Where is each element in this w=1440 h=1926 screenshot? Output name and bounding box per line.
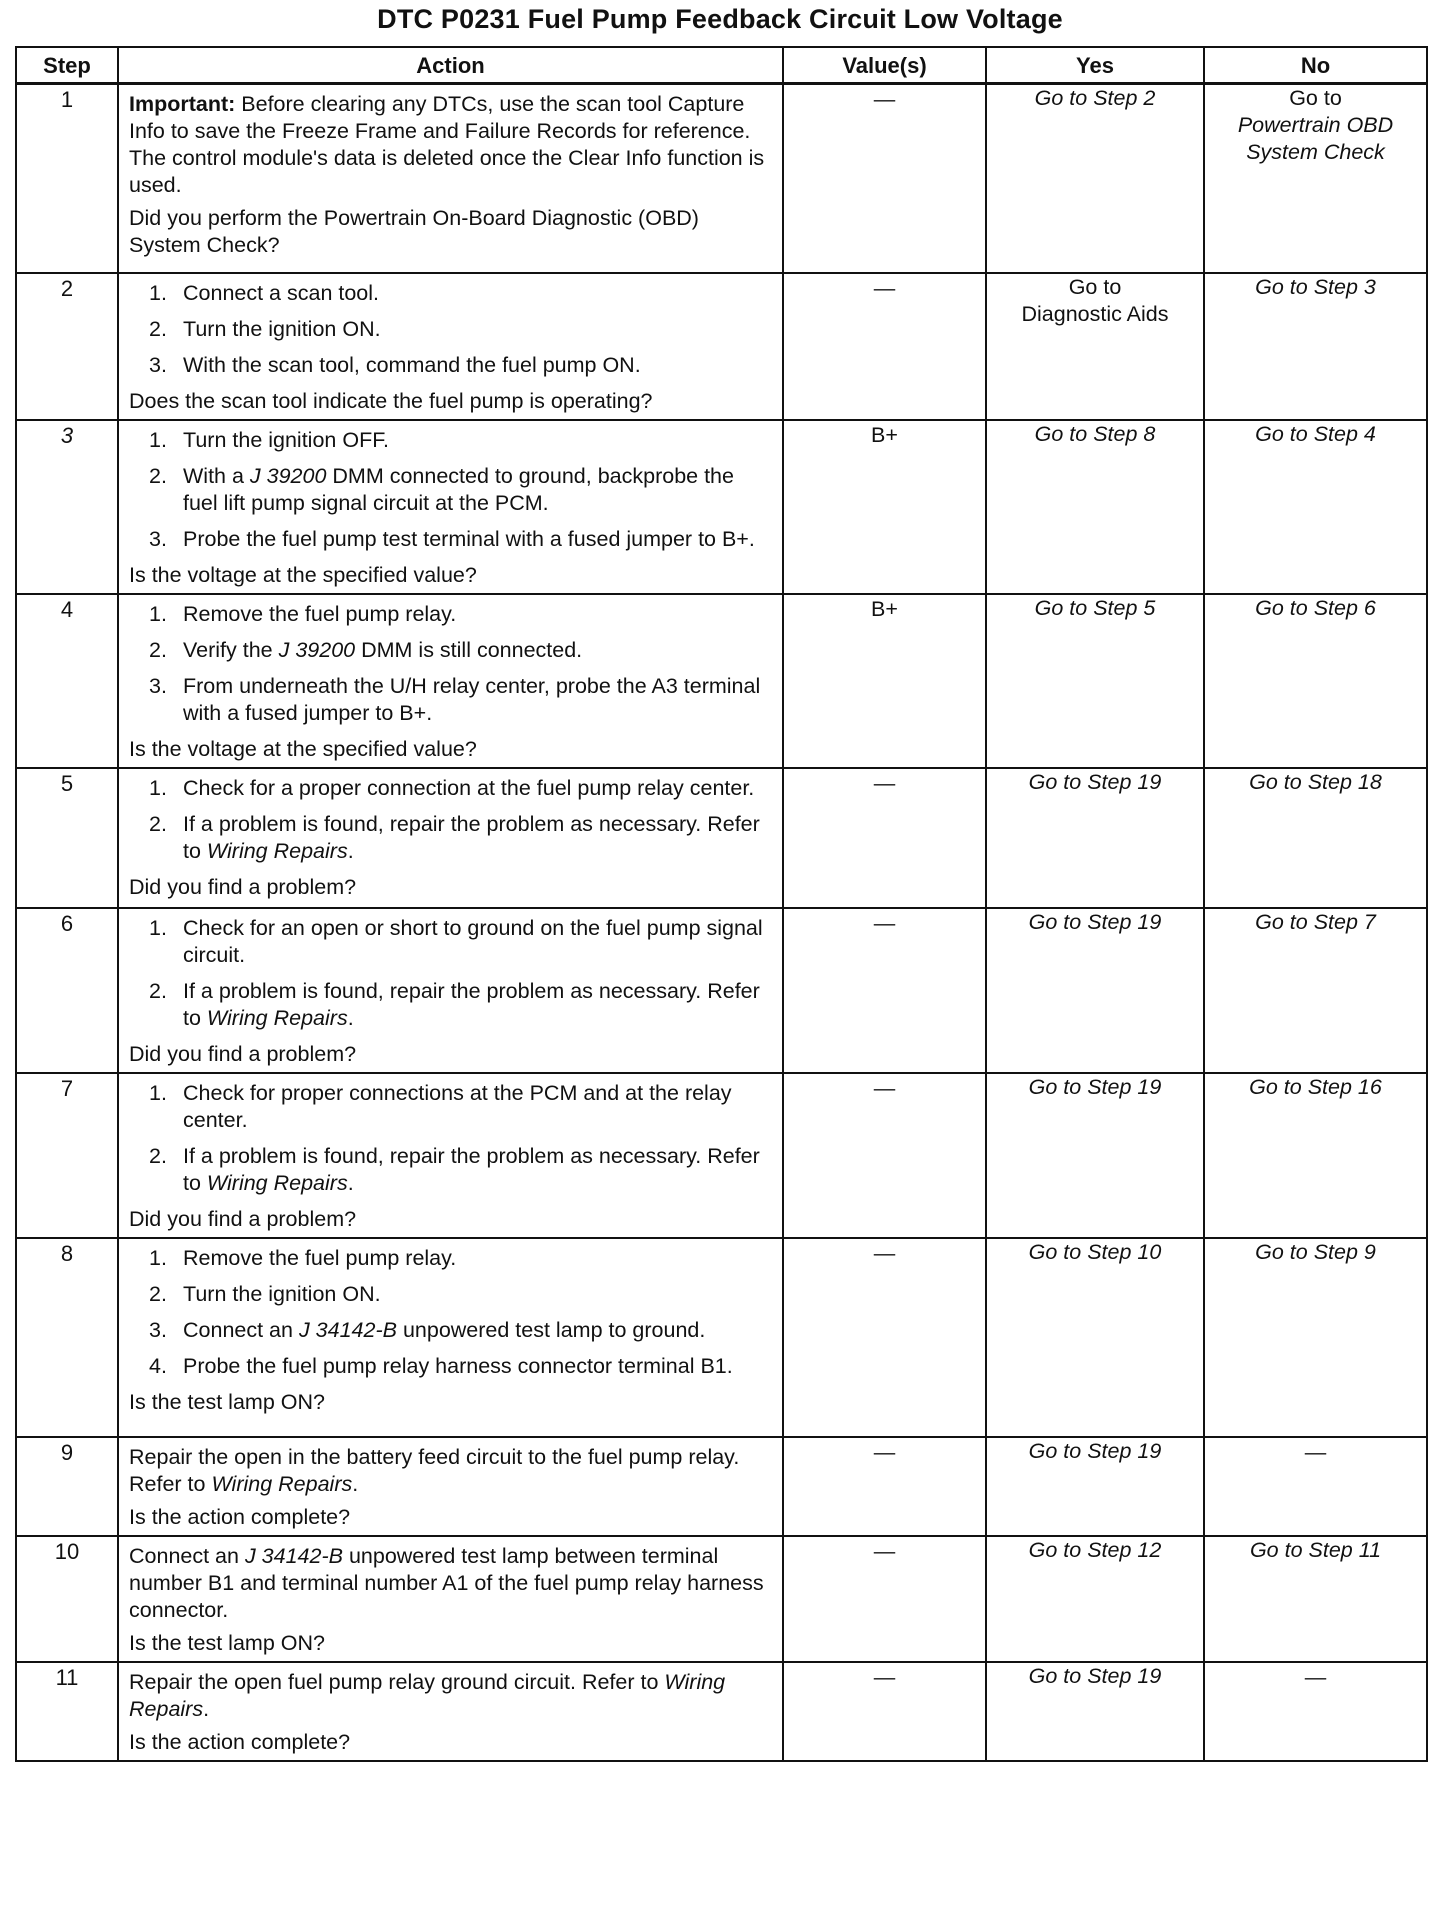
table-row xyxy=(16,768,1427,908)
table-row xyxy=(16,1238,1427,1437)
yes-cell: Go to Step 19 xyxy=(986,1437,1204,1536)
question: Did you perform the Powertrain On-Board Diagnostic (OBD) System Check? xyxy=(129,206,699,257)
yes-cell: Go to Step 2 xyxy=(986,84,1204,273)
list-item: 3. Connect an J 34142-B unpowered test lamp to ground. xyxy=(149,1317,706,1342)
list-item: 2. If a problem is found, repair the problem as necessary. Refer to Wiring Repairs. xyxy=(149,1143,760,1195)
yes-cell: Go to Step 10 xyxy=(986,1238,1204,1437)
step-number: 4 xyxy=(16,594,118,768)
no-cell: — xyxy=(1204,1662,1427,1761)
no-cell xyxy=(1204,84,1427,273)
page-title: DTC P0231 Fuel Pump Feedback Circuit Low Voltage xyxy=(377,4,1063,34)
list-item: 2. If a problem is found, repair the problem as necessary. Refer to Wiring Repairs. xyxy=(149,811,760,863)
header-row xyxy=(16,47,1427,84)
list-item: 3. Probe the fuel pump test terminal with a fused jumper to B+. xyxy=(149,526,755,551)
no-cell: Go to Step 18 xyxy=(1204,768,1427,908)
list-item: 1. Check for an open or short to ground on the fuel pump signal circuit. xyxy=(149,915,763,967)
list-item: 1. Connect a scan tool. xyxy=(149,280,380,305)
action-text: Repair the open fuel pump relay ground circuit. Refer to Wiring Repairs. xyxy=(129,1669,726,1721)
no-cell: — xyxy=(1204,1437,1427,1536)
list-item: 1. Remove the fuel pump relay. xyxy=(149,1245,457,1270)
list-item: 2. Turn the ignition ON. xyxy=(149,1281,381,1306)
header-no: No xyxy=(1204,47,1427,84)
list-item: 1. Remove the fuel pump relay. xyxy=(149,601,457,626)
question: Is the test lamp ON? xyxy=(129,1389,325,1414)
question: Does the scan tool indicate the fuel pump is operating? xyxy=(129,388,653,413)
list-item: 2. Verify the J 39200 DMM is still connected. xyxy=(149,637,583,662)
yes-cell: Go to Step 19 xyxy=(986,908,1204,1073)
header-step: Step xyxy=(16,47,118,84)
no-cell: Go to Step 16 xyxy=(1204,1073,1427,1238)
question: Is the voltage at the specified value? xyxy=(129,562,477,587)
value-cell: — xyxy=(783,1437,986,1536)
table-row xyxy=(16,1662,1427,1761)
action-cell xyxy=(118,1536,783,1662)
table-row xyxy=(16,420,1427,594)
yes-cell: Go to Step 8 xyxy=(986,420,1204,594)
action-text: Connect an J 34142-B unpowered test lamp between terminal number B1 and terminal number A1 of the fuel pump relay harness connector. xyxy=(129,1543,764,1622)
important-text: Before clearing any DTCs, use the scan tool Capture Info to save the Freeze Frame and Failure Records for reference. The control module's data is deleted once the Clear Info function is used. xyxy=(129,92,765,197)
value-cell: — xyxy=(783,908,986,1073)
value-cell: — xyxy=(783,1073,986,1238)
table-row xyxy=(16,1536,1427,1662)
question: Is the test lamp ON? xyxy=(129,1630,325,1655)
no-goto-label: Go to xyxy=(1289,86,1342,110)
action-cell xyxy=(118,1437,783,1536)
step-number: 11 xyxy=(16,1662,118,1761)
list-item: 2. If a problem is found, repair the problem as necessary. Refer to Wiring Repairs. xyxy=(149,978,760,1030)
value-cell: B+ xyxy=(783,420,986,594)
list-item: 3. With the scan tool, command the fuel pump ON. xyxy=(149,352,641,377)
step-number: 9 xyxy=(16,1437,118,1536)
list-item: 1. Check for proper connections at the PCM and at the relay center. xyxy=(149,1080,732,1132)
value-cell: — xyxy=(783,273,986,420)
table-row xyxy=(16,273,1427,420)
action-cell xyxy=(118,594,783,768)
value-cell: — xyxy=(783,84,986,273)
yes-cell: Go to Step 19 xyxy=(986,1662,1204,1761)
action-text: Repair the open in the battery feed circuit to the fuel pump relay. Refer to Wiring Repairs. xyxy=(129,1444,740,1496)
step-number: 6 xyxy=(16,908,118,1073)
step-number: 5 xyxy=(16,768,118,908)
important-label: Important: xyxy=(129,92,236,116)
value-cell: B+ xyxy=(783,594,986,768)
header-yes: Yes xyxy=(986,47,1204,84)
list-item: 2. Turn the ignition ON. xyxy=(149,316,381,341)
value-cell: — xyxy=(783,1536,986,1662)
step-number: 8 xyxy=(16,1238,118,1437)
action-cell xyxy=(118,273,783,420)
table-row xyxy=(16,1437,1427,1536)
question: Did you find a problem? xyxy=(129,1206,357,1231)
no-cell: Go to Step 11 xyxy=(1204,1536,1427,1662)
table-row xyxy=(16,594,1427,768)
step-number: 1 xyxy=(16,84,118,273)
step-number: 10 xyxy=(16,1536,118,1662)
diagnostic-table xyxy=(15,46,1428,1762)
important-note xyxy=(129,91,772,199)
action-cell xyxy=(118,420,783,594)
step-number: 3 xyxy=(16,420,118,594)
no-cell: Go to Step 9 xyxy=(1204,1238,1427,1437)
yes-cell: Go to Step 19 xyxy=(986,1073,1204,1238)
action-cell xyxy=(118,84,783,273)
value-cell: — xyxy=(783,768,986,908)
no-cell: Go to Step 6 xyxy=(1204,594,1427,768)
no-cell: Go to Step 7 xyxy=(1204,908,1427,1073)
table-row xyxy=(16,84,1427,273)
action-cell xyxy=(118,908,783,1073)
action-cell xyxy=(118,1073,783,1238)
step-number: 7 xyxy=(16,1073,118,1238)
list-item: 3. From underneath the U/H relay center, probe the A3 terminal with a fused jumper to B+. xyxy=(149,673,761,725)
question: Is the action complete? xyxy=(129,1504,351,1529)
table-row xyxy=(16,1073,1427,1238)
question: Is the action complete? xyxy=(129,1729,351,1754)
list-item: 4. Probe the fuel pump relay harness connector terminal B1. xyxy=(149,1353,733,1378)
value-cell: — xyxy=(783,1238,986,1437)
yes-cell: Go to Diagnostic Aids xyxy=(986,273,1204,420)
list-item: 2. With a J 39200 DMM connected to ground, backprobe the fuel lift pump signal circuit at the PCM. xyxy=(149,463,734,515)
header-values: Value(s) xyxy=(783,47,986,84)
step-number: 2 xyxy=(16,273,118,420)
list-item: 1. Check for a proper connection at the fuel pump relay center. xyxy=(149,775,755,800)
action-cell xyxy=(118,768,783,908)
value-cell: — xyxy=(783,1662,986,1761)
yes-cell: Go to Step 19 xyxy=(986,768,1204,908)
no-goto-ref: Powertrain OBD System Check xyxy=(1237,113,1394,164)
no-cell: Go to Step 4 xyxy=(1204,420,1427,594)
no-cell: Go to Step 3 xyxy=(1204,273,1427,420)
question: Did you find a problem? xyxy=(129,1041,357,1066)
question: Did you find a problem? xyxy=(129,874,357,899)
yes-cell: Go to Step 12 xyxy=(986,1536,1204,1662)
question: Is the voltage at the specified value? xyxy=(129,736,477,761)
action-cell xyxy=(118,1662,783,1761)
yes-cell: Go to Step 5 xyxy=(986,594,1204,768)
header-action: Action xyxy=(118,47,783,84)
action-cell xyxy=(118,1238,783,1437)
list-item: 1. Turn the ignition OFF. xyxy=(149,427,389,452)
table-row xyxy=(16,908,1427,1073)
